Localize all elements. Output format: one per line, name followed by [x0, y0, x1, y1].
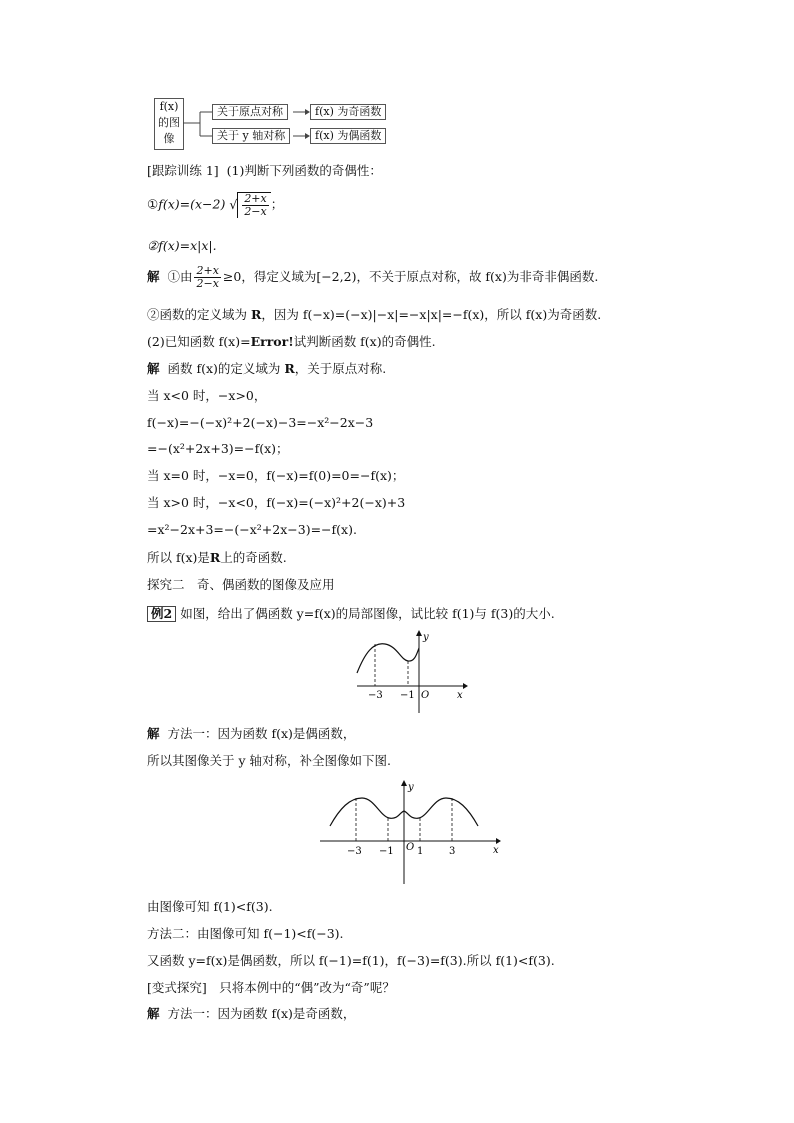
- flowchart-source-box: f(x) 的图 像: [154, 98, 184, 150]
- example-badge: 例2: [147, 606, 176, 622]
- full-graph: [318, 778, 503, 886]
- example2-solution-2: 所以其图像关于 y 轴对称，补全图像如下图.: [147, 753, 391, 768]
- practice-q1a: ①f(x)=(x−2) √ $\frac{2+x}{2-x}$ ；: [147, 192, 284, 218]
- practice-q2-l5: 当 x=0 时，−x=0，f(−x)=f(0)=0=−f(x)；: [147, 468, 405, 483]
- tick-label-neg1: −1: [379, 846, 394, 857]
- x-axis-label: x: [457, 690, 463, 701]
- tick-label-3: 3: [449, 846, 456, 857]
- practice-q2-l3: f(−x)=−(−x)²+2(−x)−3=−x²−2x−3: [147, 415, 374, 430]
- partial-graph: [345, 628, 470, 716]
- section-title: 探究二 奇、偶函数的图像及应用: [147, 577, 335, 592]
- example2-solution-5: 又函数 y=f(x)是偶函数，所以 f(−1)=f(1)，f(−3)=f(3).所以 f(1)<f(3).: [147, 953, 555, 968]
- example2-prompt: 例2 如图，给出了偶函数 y=f(x)的局部图像，试比较 f(1)与 f(3)的大小.: [147, 606, 555, 622]
- practice-q2-l8: 所以 f(x)是R上的奇函数.: [147, 550, 287, 565]
- y-axis-label: y: [408, 782, 414, 793]
- practice-solution-1: 解 ①由 $\frac{2+x}{2-x}$ ≥0，得定义域为[−2,2)，不关于原点对称，故 f(x)为非奇非偶函数.: [147, 264, 599, 290]
- practice-solution-2: ②函数的定义域为 R，因为 f(−x)=(−x)|−x|=−x|x|=−f(x)，所以 f(x)为奇函数.: [147, 307, 602, 322]
- example2-solution-3: 由图像可知 f(1)<f(3).: [147, 899, 273, 914]
- variant-solution: 解 方法一：因为函数 f(x)是奇函数，: [147, 1006, 356, 1021]
- tick-label-neg3: −3: [347, 846, 362, 857]
- practice-q2-l7: =x²−2x+3=−(−x²+2x−3)=−f(x).: [147, 522, 357, 537]
- flowchart-y-axis-symmetry: 关于 y 轴对称: [212, 128, 290, 144]
- practice-q2-l2: 当 x<0 时，−x>0，: [147, 388, 267, 403]
- flowchart-origin-symmetry: 关于原点对称: [212, 104, 288, 120]
- sqrt-expression: √ $\frac{2+x}{2-x}$: [229, 192, 270, 218]
- tick-label-1: 1: [417, 846, 424, 857]
- practice-heading: [跟踪训练 1] (1)判断下列函数的奇偶性：: [147, 163, 382, 178]
- example2-solution-4: 方法二：由图像可知 f(−1)<f(−3).: [147, 926, 344, 941]
- variant-question: [变式探究] 只将本例中的“偶”改为“奇”呢？: [147, 980, 395, 995]
- tick-label-neg3: −3: [368, 690, 383, 701]
- practice-q2-l1: 解 函数 f(x)的定义域为 R，关于原点对称.: [147, 361, 387, 376]
- practice-q1b: ②f(x)=x|x|.: [147, 238, 217, 253]
- origin-label: O: [406, 842, 415, 853]
- x-axis-label: x: [493, 845, 499, 856]
- flowchart-odd-result: f(x) 为奇函数: [310, 104, 386, 120]
- flowchart-even-result: f(x) 为偶函数: [310, 128, 386, 144]
- y-axis-label: y: [423, 632, 429, 643]
- origin-label: O: [421, 690, 430, 701]
- parity-flowchart: [150, 96, 400, 152]
- tick-label-neg1: −1: [400, 690, 415, 701]
- example2-solution-1: 解 方法一：因为函数 f(x)是偶函数，: [147, 726, 356, 741]
- practice-q2: (2)已知函数 f(x)=Error!试判断函数 f(x)的奇偶性.: [147, 334, 436, 349]
- practice-q2-l6: 当 x>0 时，−x<0，f(−x)=(−x)²+2(−x)+3: [147, 495, 406, 510]
- practice-q2-l4: =−(x²+2x+3)=−f(x)；: [147, 441, 289, 456]
